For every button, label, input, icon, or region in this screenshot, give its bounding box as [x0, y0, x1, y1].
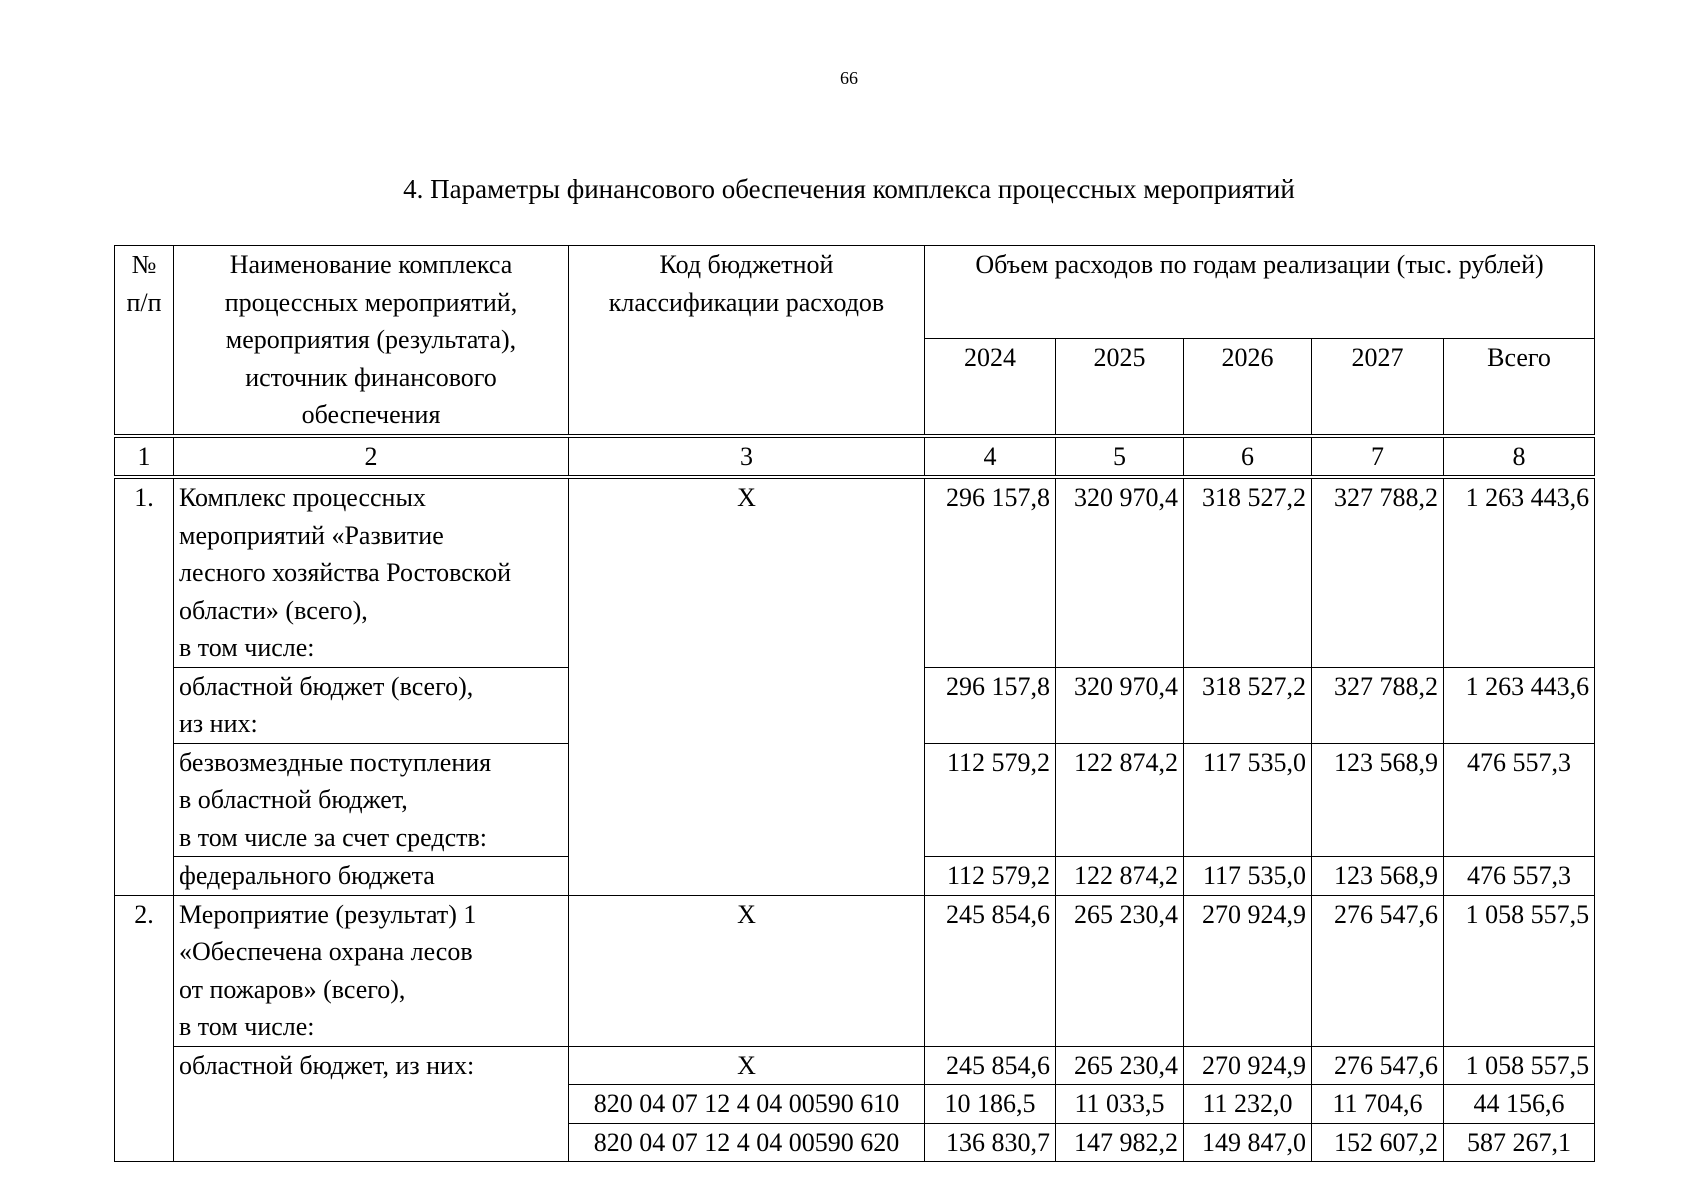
value-total: 1 058 557,5 — [1444, 895, 1595, 1046]
header-total: Всего — [1444, 339, 1595, 436]
value-2025: 320 970,4 — [1056, 667, 1184, 743]
value-2027: 123 568,9 — [1312, 857, 1444, 896]
table-row — [115, 477, 1595, 667]
row-number: 1. — [115, 477, 174, 895]
column-number: 3 — [569, 436, 925, 478]
value-2025: 11 033,5 — [1056, 1085, 1184, 1124]
value-2024: 296 157,8 — [925, 667, 1056, 743]
value-2025: 147 982,2 — [1056, 1123, 1184, 1162]
value-total: 587 267,1 — [1444, 1123, 1595, 1162]
value-2024: 245 854,6 — [925, 895, 1056, 1046]
row-name: Мероприятие (результат) 1 «Обеспечена охрана лесов от пожаров» (всего), в том числе: — [174, 895, 569, 1046]
value-2026: 117 535,0 — [1184, 743, 1312, 857]
value-total: 1 263 443,6 — [1444, 477, 1595, 667]
value-2025: 265 230,4 — [1056, 895, 1184, 1046]
value-2027: 276 547,6 — [1312, 1046, 1444, 1085]
value-2024: 10 186,5 — [925, 1085, 1056, 1124]
value-2025: 122 874,2 — [1056, 743, 1184, 857]
header-year-2024: 2024 — [925, 339, 1056, 436]
value-2025: 122 874,2 — [1056, 857, 1184, 896]
value-2026: 270 924,9 — [1184, 895, 1312, 1046]
value-2027: 327 788,2 — [1312, 477, 1444, 667]
row-budget-code: Х — [569, 1046, 925, 1085]
header-number: № п/п — [115, 246, 174, 436]
value-2026: 318 527,2 — [1184, 477, 1312, 667]
header-volume: Объем расходов по годам реализации (тыс. рублей) — [925, 246, 1595, 339]
financing-table — [114, 245, 1595, 1162]
value-2025: 265 230,4 — [1056, 1046, 1184, 1085]
value-2026: 270 924,9 — [1184, 1046, 1312, 1085]
row-name: безвозмездные поступления в областной бюджет, в том числе за счет средств: — [174, 743, 569, 857]
row-budget-code: 820 04 07 12 4 04 00590 620 — [569, 1123, 925, 1162]
value-total: 44 156,6 — [1444, 1085, 1595, 1124]
value-2024: 245 854,6 — [925, 1046, 1056, 1085]
header-year-2027: 2027 — [1312, 339, 1444, 436]
column-number: 4 — [925, 436, 1056, 478]
value-2027: 152 607,2 — [1312, 1123, 1444, 1162]
column-number: 6 — [1184, 436, 1312, 478]
row-name: областной бюджет (всего), из них: — [174, 667, 569, 743]
value-2024: 296 157,8 — [925, 477, 1056, 667]
value-2024: 136 830,7 — [925, 1123, 1056, 1162]
value-2024: 112 579,2 — [925, 743, 1056, 857]
column-number: 8 — [1444, 436, 1595, 478]
column-number-row — [115, 436, 1595, 478]
table-row — [115, 895, 1595, 1046]
row-budget-code: 820 04 07 12 4 04 00590 610 — [569, 1085, 925, 1124]
row-name: областной бюджет, из них: — [174, 1046, 569, 1162]
value-2027: 327 788,2 — [1312, 667, 1444, 743]
row-budget-code: Х — [569, 477, 925, 895]
value-2024: 112 579,2 — [925, 857, 1056, 896]
value-2026: 149 847,0 — [1184, 1123, 1312, 1162]
value-2027: 11 704,6 — [1312, 1085, 1444, 1124]
column-number: 5 — [1056, 436, 1184, 478]
value-total: 476 557,3 — [1444, 857, 1595, 896]
header-year-2026: 2026 — [1184, 339, 1312, 436]
column-number: 7 — [1312, 436, 1444, 478]
value-2025: 320 970,4 — [1056, 477, 1184, 667]
value-2026: 11 232,0 — [1184, 1085, 1312, 1124]
table-row — [115, 1046, 1595, 1085]
table-title: 4. Параметры финансового обеспечения комплекса процессных мероприятий — [403, 174, 1295, 204]
value-total: 1 263 443,6 — [1444, 667, 1595, 743]
value-2027: 123 568,9 — [1312, 743, 1444, 857]
row-name: федерального бюджета — [174, 857, 569, 896]
row-name: Комплекс процессных мероприятий «Развитие лесного хозяйства Ростовской области» (всего), в том числе: — [174, 477, 569, 667]
header-row-1 — [115, 246, 1595, 339]
value-total: 1 058 557,5 — [1444, 1046, 1595, 1085]
value-total: 476 557,3 — [1444, 743, 1595, 857]
row-number: 2. — [115, 895, 174, 1162]
value-2027: 276 547,6 — [1312, 895, 1444, 1046]
header-budget-code: Код бюджетной классификации расходов — [569, 246, 925, 436]
value-2026: 117 535,0 — [1184, 857, 1312, 896]
header-name: Наименование комплекса процессных мероприятий, мероприятия (результата), источник финансового обеспечения — [174, 246, 569, 436]
value-2026: 318 527,2 — [1184, 667, 1312, 743]
column-number: 2 — [174, 436, 569, 478]
header-year-2025: 2025 — [1056, 339, 1184, 436]
row-budget-code: Х — [569, 895, 925, 1046]
column-number: 1 — [115, 436, 174, 478]
page-number: 66 — [840, 68, 858, 88]
